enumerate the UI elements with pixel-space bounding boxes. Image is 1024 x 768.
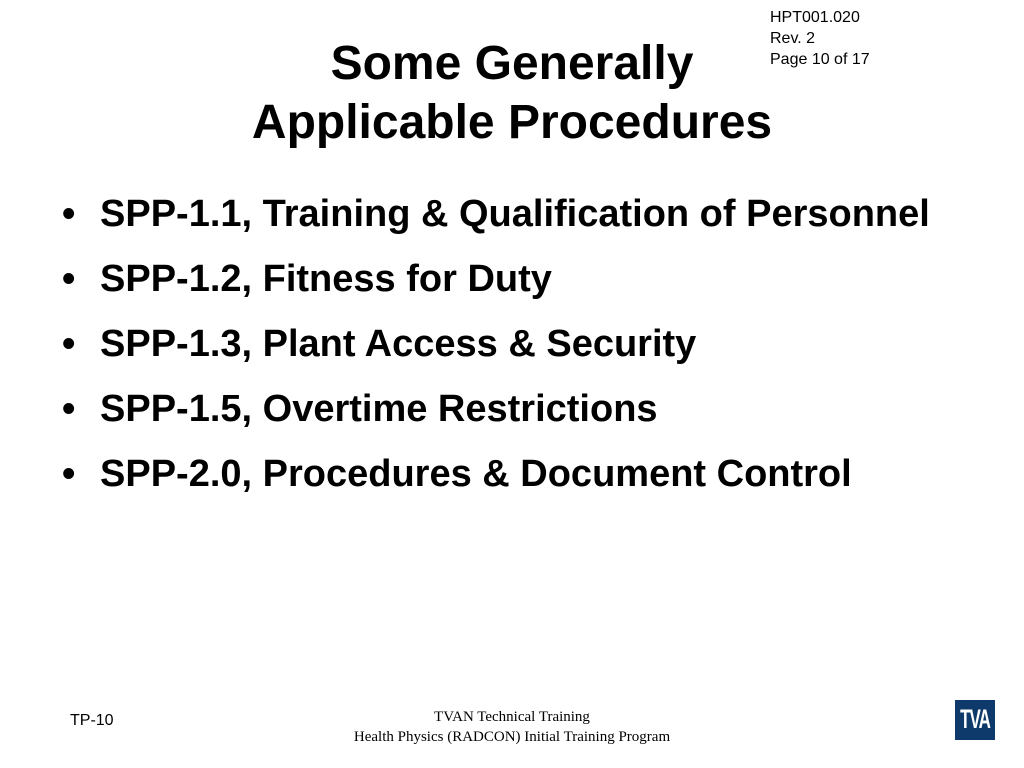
bullet-text: SPP-1.1, Training & Qualification of Personnel [100, 193, 930, 235]
footer-program [262, 707, 762, 747]
bullet-text: SPP-1.2, Fitness for Duty [100, 258, 552, 300]
bullet-dot-icon: • [62, 453, 76, 495]
page-number: Page 10 of 17 [770, 51, 870, 68]
slide-id: TP-10 [70, 712, 114, 729]
slide-title-line2: Applicable Procedures [251, 96, 773, 149]
tva-logo-icon [955, 700, 995, 740]
slide-title [150, 34, 874, 152]
bullet-dot-icon: • [62, 323, 76, 365]
bullet-item-spp-1-5 [62, 383, 962, 436]
bullet-dot-icon: • [62, 193, 76, 235]
bullet-item-spp-1-3 [62, 318, 962, 371]
bullet-item-spp-1-1 [62, 188, 962, 241]
bullet-text: SPP-1.5, Overtime Restrictions [100, 388, 658, 430]
bullet-item-spp-2-0 [62, 448, 962, 501]
slide-title-line1: Some Generally [330, 37, 694, 90]
bullet-dot-icon: • [62, 258, 76, 300]
bullet-list [62, 188, 962, 513]
bullet-dot-icon: • [62, 388, 76, 430]
footer-line1: TVAN Technical Training [434, 709, 590, 725]
document-number: HPT001.020 [770, 9, 860, 26]
bullet-item-spp-1-2 [62, 253, 962, 306]
bullet-text: SPP-2.0, Procedures & Document Control [100, 453, 852, 495]
bullet-text: SPP-1.3, Plant Access & Security [100, 323, 697, 365]
tva-logo-text: TVA [960, 704, 990, 735]
document-revision: Rev. 2 [770, 30, 816, 47]
footer-line2: Health Physics (RADCON) Initial Training Program [353, 729, 671, 745]
